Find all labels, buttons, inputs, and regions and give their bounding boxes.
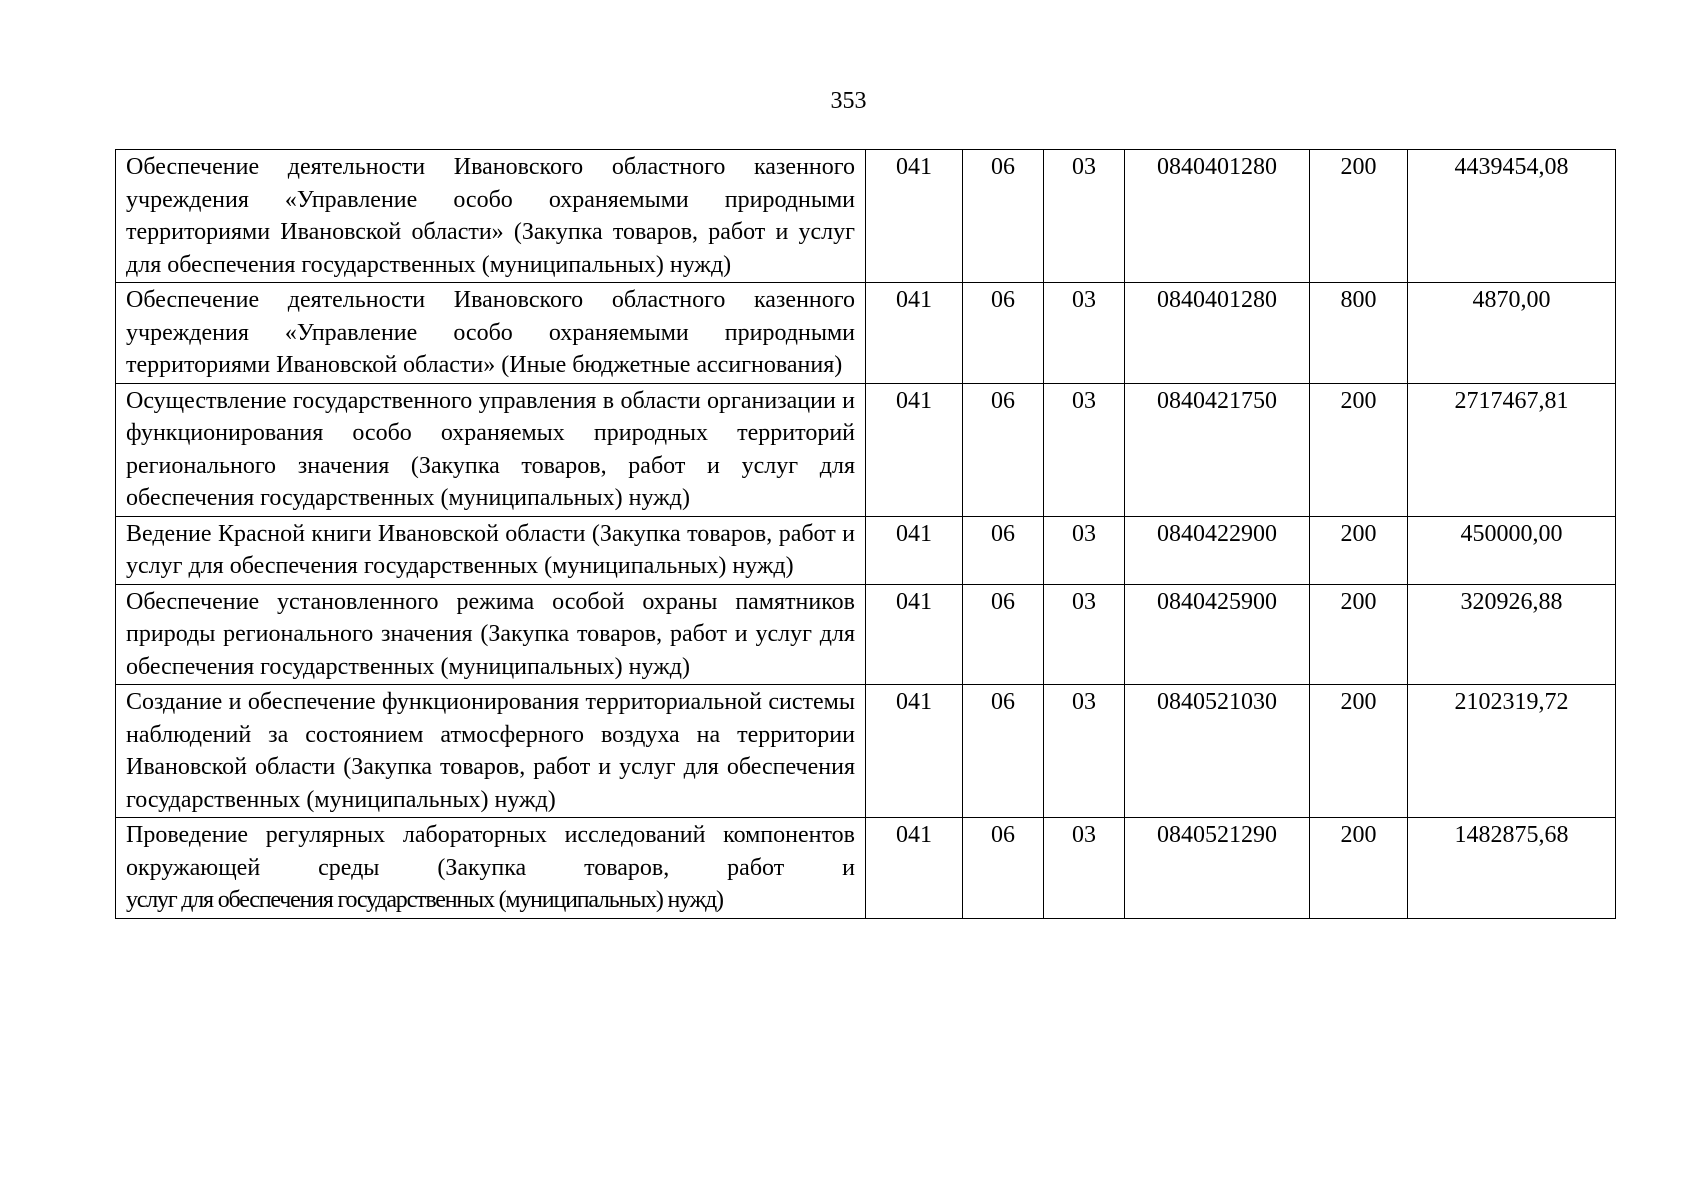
amount-cell: 4870,00 bbox=[1408, 283, 1616, 384]
table-row bbox=[116, 584, 1616, 685]
target-article-cell: 0840521030 bbox=[1125, 685, 1310, 818]
subsection-code-cell: 03 bbox=[1044, 283, 1125, 384]
subsection-code-cell: 03 bbox=[1044, 685, 1125, 818]
description-text-condensed: услуг для обеспечения государственных (муниципальных) нужд) bbox=[126, 887, 723, 913]
expense-type-cell: 800 bbox=[1310, 283, 1408, 384]
section-code-cell: 06 bbox=[963, 150, 1044, 283]
amount-cell: 2102319,72 bbox=[1408, 685, 1616, 818]
amount-cell: 2717467,81 bbox=[1408, 383, 1616, 516]
target-article-cell: 0840401280 bbox=[1125, 150, 1310, 283]
table-row bbox=[116, 150, 1616, 283]
expense-type-cell: 200 bbox=[1310, 818, 1408, 919]
table-row bbox=[116, 516, 1616, 584]
section-code-cell: 06 bbox=[963, 584, 1044, 685]
target-article-cell: 0840422900 bbox=[1125, 516, 1310, 584]
section-code-cell: 06 bbox=[963, 516, 1044, 584]
table-row bbox=[116, 685, 1616, 818]
ministry-code-cell: 041 bbox=[866, 584, 963, 685]
ministry-code-cell: 041 bbox=[866, 383, 963, 516]
description-cell: Осуществление государственного управления в области организации и функционирования особо охраняемых природных территорий регионального значения (Закупка товаров, работ и услуг для обеспечения государственных (муниципальных) нужд) bbox=[116, 383, 866, 516]
ministry-code-cell: 041 bbox=[866, 150, 963, 283]
subsection-code-cell: 03 bbox=[1044, 584, 1125, 685]
ministry-code-cell: 041 bbox=[866, 516, 963, 584]
target-article-cell: 0840521290 bbox=[1125, 818, 1310, 919]
page-number: 353 bbox=[830, 88, 867, 114]
ministry-code-cell: 041 bbox=[866, 283, 963, 384]
table-row bbox=[116, 818, 1616, 919]
description-cell: Обеспечение деятельности Ивановского областного казенного учреждения «Управление особо охраняемыми природными территориями Ивановской области» (Иные бюджетные ассигнования) bbox=[116, 283, 866, 384]
subsection-code-cell: 03 bbox=[1044, 150, 1125, 283]
expense-type-cell: 200 bbox=[1310, 516, 1408, 584]
subsection-code-cell: 03 bbox=[1044, 818, 1125, 919]
description-cell: Создание и обеспечение функционирования территориальной системы наблюдений за состоянием атмосферного воздуха на территории Ивановской области (Закупка товаров, работ и услуг для обеспечения государственных (муниципальных) нужд) bbox=[116, 685, 866, 818]
subsection-code-cell: 03 bbox=[1044, 383, 1125, 516]
target-article-cell: 0840421750 bbox=[1125, 383, 1310, 516]
expense-type-cell: 200 bbox=[1310, 150, 1408, 283]
description-cell: Обеспечение деятельности Ивановского областного казенного учреждения «Управление особо охраняемыми природными территориями Ивановской области» (Закупка товаров, работ и услуг для обеспечения государственных (муниципальных) нужд) bbox=[116, 150, 866, 283]
amount-cell: 1482875,68 bbox=[1408, 818, 1616, 919]
section-code-cell: 06 bbox=[963, 818, 1044, 919]
ministry-code-cell: 041 bbox=[866, 818, 963, 919]
ministry-code-cell: 041 bbox=[866, 685, 963, 818]
section-code-cell: 06 bbox=[963, 283, 1044, 384]
amount-cell: 320926,88 bbox=[1408, 584, 1616, 685]
amount-cell: 450000,00 bbox=[1408, 516, 1616, 584]
description-text: Проведение регулярных лабораторных исследований компонентов окружающей среды (Закупка товаров, работ и bbox=[126, 822, 855, 881]
description-cell bbox=[116, 818, 866, 919]
target-article-cell: 0840425900 bbox=[1125, 584, 1310, 685]
budget-table bbox=[115, 149, 1616, 919]
expense-type-cell: 200 bbox=[1310, 685, 1408, 818]
description-cell: Обеспечение установленного режима особой охраны памятников природы регионального значения (Закупка товаров, работ и услуг для обеспечения государственных (муниципальных) нужд) bbox=[116, 584, 866, 685]
amount-cell: 4439454,08 bbox=[1408, 150, 1616, 283]
section-code-cell: 06 bbox=[963, 383, 1044, 516]
subsection-code-cell: 03 bbox=[1044, 516, 1125, 584]
table-row bbox=[116, 383, 1616, 516]
section-code-cell: 06 bbox=[963, 685, 1044, 818]
expense-type-cell: 200 bbox=[1310, 383, 1408, 516]
expense-type-cell: 200 bbox=[1310, 584, 1408, 685]
description-cell: Ведение Красной книги Ивановской области (Закупка товаров, работ и услуг для обеспечения государственных (муниципальных) нужд) bbox=[116, 516, 866, 584]
table-row bbox=[116, 283, 1616, 384]
target-article-cell: 0840401280 bbox=[1125, 283, 1310, 384]
